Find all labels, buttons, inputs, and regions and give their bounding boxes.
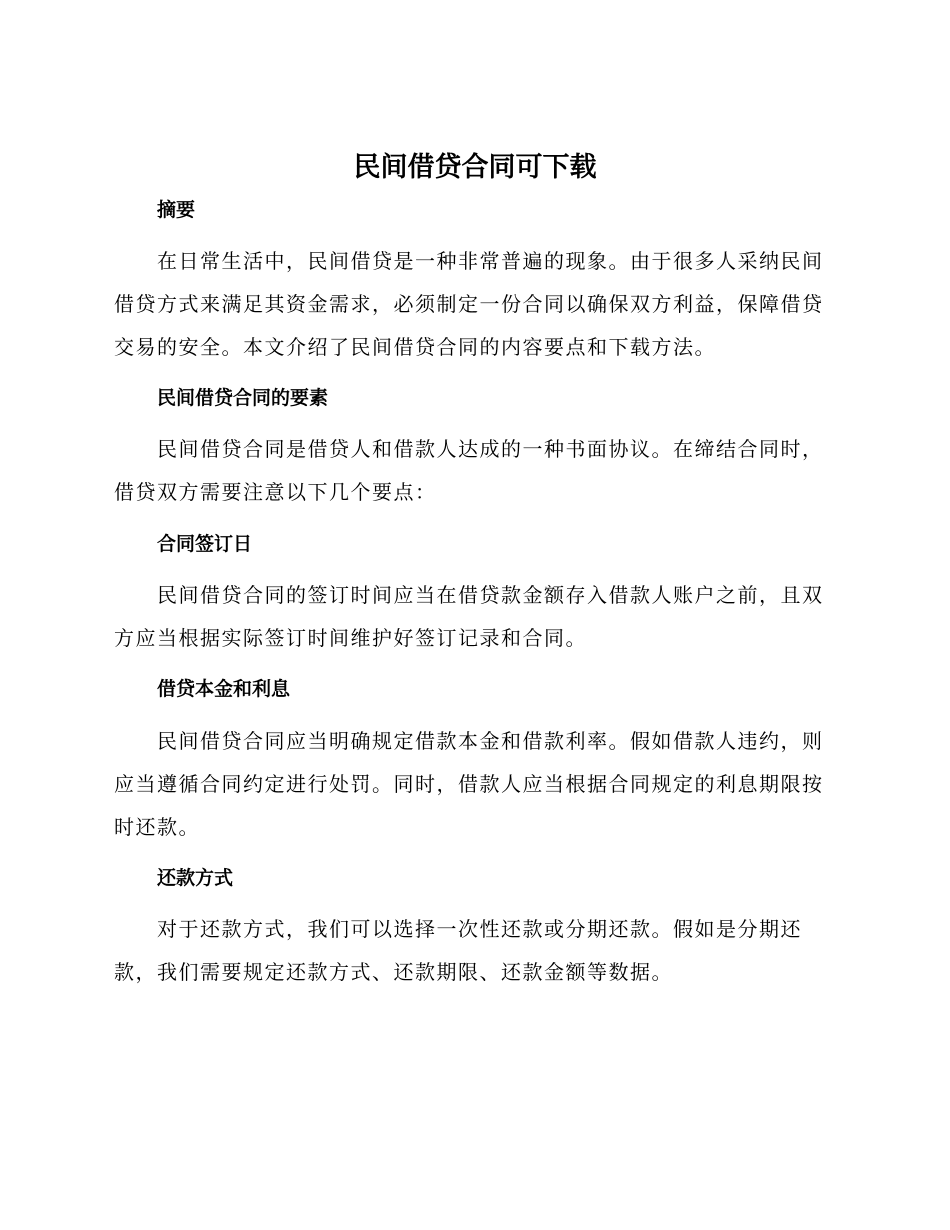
section-heading-signing-date: 合同签订日 <box>157 533 253 555</box>
document-title: 民间借贷合同可下载 <box>353 152 597 183</box>
section-body-elements: 民间借贷合同是借贷人和借款人达成的一种书面协议。在缔结合同时，借贷双方需要注意以下几个要点： <box>114 437 824 504</box>
section-body-repayment: 对于还款方式，我们可以选择一次性还款或分期还款。假如是分期还款，我们需要规定还款方式、还款期限、还款金额等数据。 <box>114 917 802 984</box>
section-body-abstract: 在日常生活中，民间借贷是一种非常普遍的现象。由于很多人采纳民间借贷方式来满足其资金需求，必须制定一份合同以确保双方利益，保障借贷交易的安全。本文介绍了民间借贷合同的内容要点和下载方法。 <box>114 249 824 359</box>
section-heading-repayment: 还款方式 <box>157 867 234 889</box>
section-heading-principal-interest: 借贷本金和利息 <box>157 678 291 700</box>
section-heading-abstract: 摘要 <box>157 199 196 221</box>
section-body-signing-date: 民间借贷合同的签订时间应当在借贷款金额存入借款人账户之前，且双方应当根据实际签订时间维护好签订记录和合同。 <box>114 583 824 650</box>
section-body-principal-interest: 民间借贷合同应当明确规定借款本金和借款利率。假如借款人违约，则应当遵循合同约定进行处罚。同时，借款人应当根据合同规定的利息期限按时还款。 <box>114 729 824 839</box>
section-heading-elements: 民间借贷合同的要素 <box>157 387 329 409</box>
